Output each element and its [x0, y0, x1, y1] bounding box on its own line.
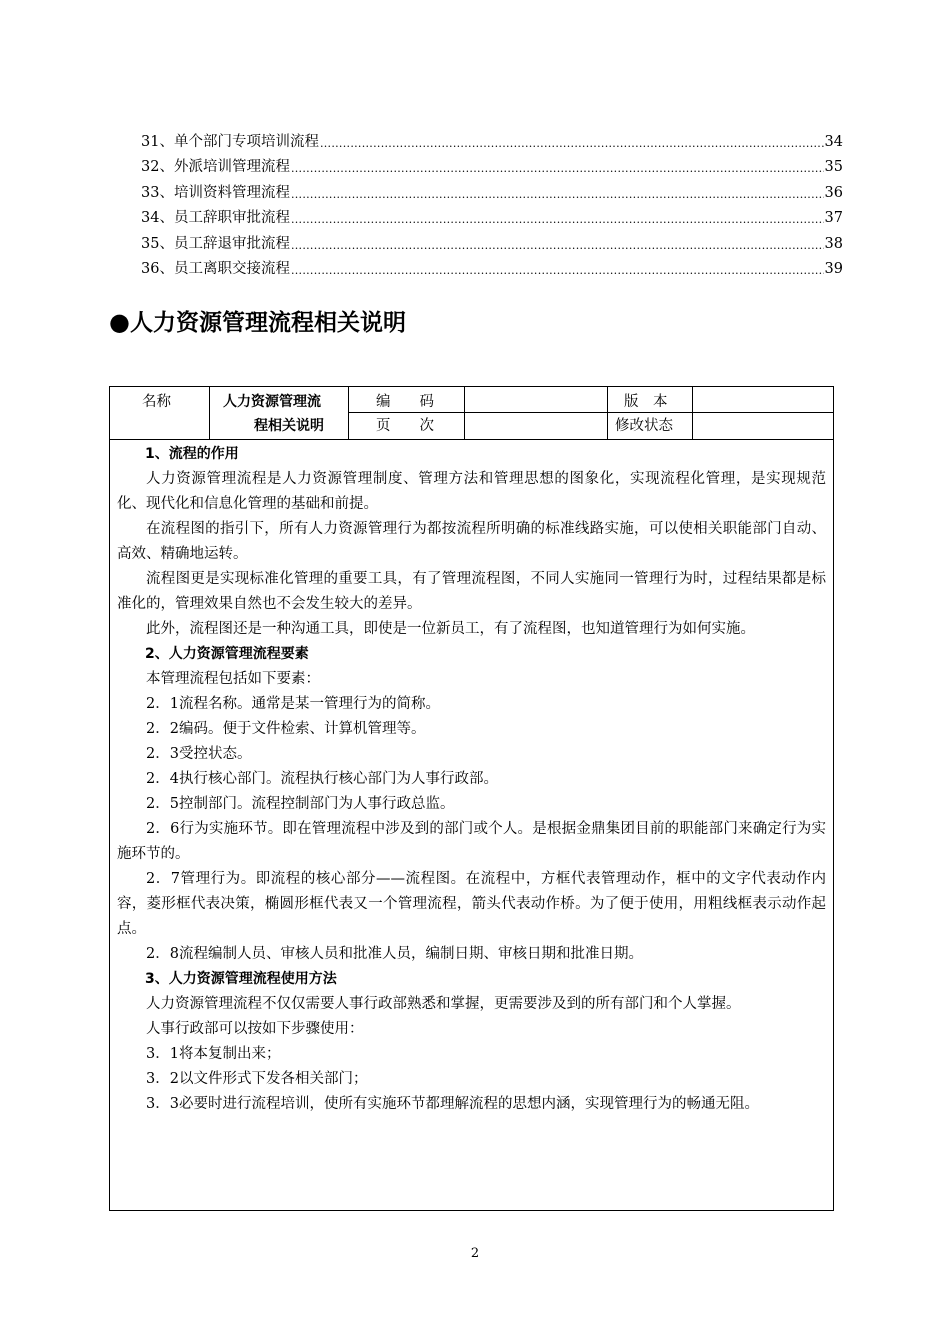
toc-entry[interactable] — [141, 152, 843, 178]
name-value-line1: 人力资源管理流 — [223, 394, 321, 410]
form-header-table — [110, 387, 833, 440]
toc-entry-page: 34 — [824, 133, 843, 150]
section-title: 3、人力资源管理流程使用方法 — [145, 971, 337, 987]
toc-entry-page: 38 — [824, 235, 843, 252]
list-item: 2．4执行核心部门。流程执行核心部门为人事行政部。 — [146, 771, 498, 787]
paragraph: 人力资源管理流程不仅仅需要人事行政部熟悉和掌握，更需要涉及到的所有部门和个人掌握。 — [146, 996, 741, 1012]
name-label: 名称 — [142, 394, 171, 410]
table-divider — [464, 387, 465, 439]
list-item: 3．3必要时进行流程培训，使所有实施环节都理解流程的思想内涵，实现管理行为的畅通无阻。 — [146, 1096, 759, 1112]
section-heading — [109, 305, 406, 340]
toc-entry-page: 39 — [824, 261, 843, 277]
toc-entry-title: 31、单个部门专项培训流程 — [141, 133, 319, 150]
table-divider — [692, 387, 693, 439]
page-number: 2 — [470, 1246, 480, 1261]
toc-entry[interactable] — [141, 126, 843, 152]
list-item: 2．3受控状态。 — [146, 746, 252, 762]
list-item: 2．2编码。便于文件检索、计算机管理等。 — [146, 721, 426, 737]
toc-leader-dots — [291, 187, 824, 203]
table-divider — [209, 387, 210, 439]
bullet-icon: ● — [109, 308, 130, 336]
table-divider — [348, 387, 349, 439]
form-body — [117, 442, 826, 1117]
document-form — [109, 386, 834, 1211]
list-item: 2．5控制部门。流程控制部门为人事行政总监。 — [146, 796, 455, 812]
name-value-line2: 程相关说明 — [254, 418, 324, 434]
paragraph: 人力资源管理流程是人力资源管理制度、管理方法和管理思想的图象化，实现流程化管理，是实现规范化、现代化和信息化管理的基础和前提。 — [117, 471, 826, 512]
table-of-contents — [141, 126, 843, 279]
list-item: 3．1将本复制出来； — [146, 1046, 281, 1062]
list-item: 2．1流程名称。通常是某一管理行为的简称。 — [146, 696, 440, 712]
toc-leader-dots — [291, 263, 824, 279]
toc-entry[interactable] — [141, 177, 843, 203]
version-label: 版 本 — [624, 394, 668, 410]
toc-leader-dots — [291, 212, 824, 228]
section-title: 1、流程的作用 — [145, 446, 239, 462]
paragraph: 本管理流程包括如下要素： — [146, 671, 320, 687]
list-item: 2．6行为实施环节。即在管理流程中涉及到的部门或个人。是根据金鼎集团目前的职能部门来确定行为实施环节的。 — [117, 821, 826, 862]
paragraph: 在流程图的指引下，所有人力资源管理行为都按流程所明确的标准线路实施，可以使相关职能部门自动、高效、精确地运转。 — [117, 521, 826, 562]
toc-entry-title: 35、员工辞退审批流程 — [141, 235, 290, 252]
toc-entry-page: 35 — [824, 159, 843, 175]
toc-leader-dots — [291, 161, 824, 177]
toc-entry-title: 33、培训资料管理流程 — [141, 184, 290, 201]
paragraph: 此外，流程图还是一种沟通工具，即使是一位新员工，有了流程图，也知道管理行为如何实施。 — [146, 621, 755, 637]
list-item: 3．2以文件形式下发各相关部门； — [146, 1071, 368, 1087]
table-divider — [348, 412, 833, 413]
toc-leader-dots — [291, 238, 824, 254]
section-heading-text: 人力资源管理流程相关说明 — [129, 310, 406, 336]
toc-entry-title: 32、外派培训管理流程 — [141, 159, 290, 175]
list-item: 2．8流程编制人员、审核人员和批准人员，编制日期、审核日期和批准日期。 — [146, 946, 643, 962]
paragraph: 流程图更是实现标准化管理的重要工具，有了管理流程图，不同人实施同一管理行为时，过程结果都是标准化的，管理效果自然也不会发生较大的差异。 — [117, 571, 826, 612]
toc-entry-title: 36、员工离职交接流程 — [141, 261, 290, 277]
toc-entry[interactable] — [141, 203, 843, 229]
page-count-label: 页 次 — [376, 418, 434, 434]
toc-leader-dots — [320, 136, 824, 152]
toc-entry[interactable] — [141, 228, 843, 254]
toc-entry-page: 37 — [824, 210, 843, 226]
table-divider — [607, 387, 608, 439]
code-label: 编 码 — [376, 394, 434, 410]
section-title: 2、人力资源管理流程要素 — [145, 646, 309, 662]
list-item: 2．7管理行为。即流程的核心部分——流程图。在流程中，方框代表管理动作，框中的文字代表动作内容，菱形框代表决策，椭圆形框代表又一个管理流程，箭头代表动作桥。为了便于使用，用粗线框表示动作起点。 — [117, 871, 826, 937]
revision-status-label: 修改状态 — [615, 418, 673, 434]
toc-entry-title: 34、员工辞职审批流程 — [141, 210, 290, 226]
toc-entry[interactable] — [141, 254, 843, 280]
toc-entry-page: 36 — [824, 184, 843, 201]
paragraph: 人事行政部可以按如下步骤使用： — [146, 1021, 364, 1037]
